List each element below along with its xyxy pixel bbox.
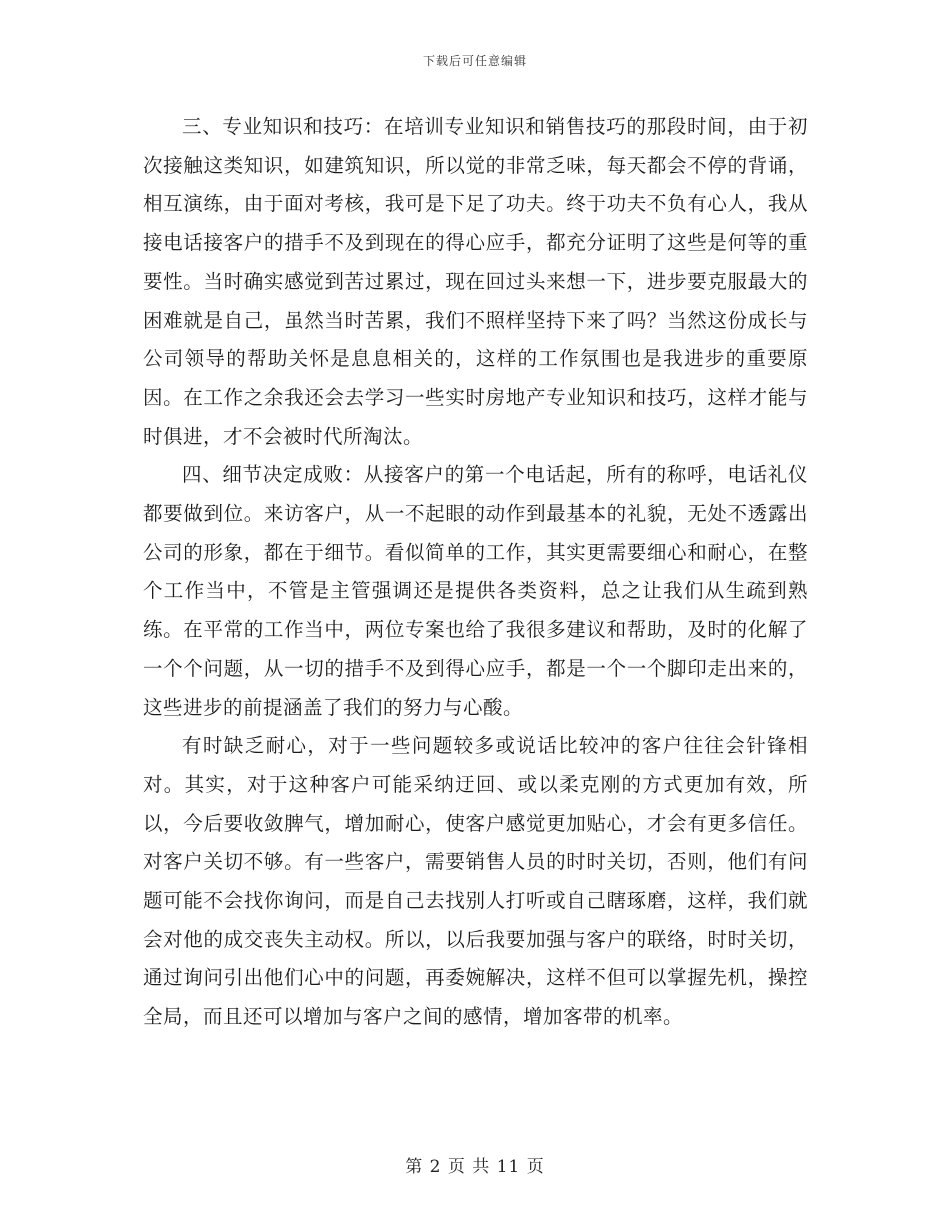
page-number: 第 2 页 共 11 页 xyxy=(405,1157,545,1177)
paragraph-details-matter: 四、细节决定成败：从接客户的第一个电话起，所有的称呼，电话礼仪都要做到位。来访客户，从一不起眼的动作到最基本的礼貌，无处不透露出公司的形象，都在于细节。看似简单的工作，其实更需要细心和耐心，在整个工作当中，不管是主管强调还是提供各类资料，总之让我们从生疏到熟练。在平常的工作当中，两位专案也给了我很多建议和帮助，及时的化解了一个个问题，从一切的措手不及到得心应手，都是一个一个脚印走出来的，这些进步的前提涵盖了我们的努力与心酸。 xyxy=(143,463,808,719)
document-body xyxy=(143,108,808,1037)
paragraph-patience: 有时缺乏耐心，对于一些问题较多或说话比较冲的客户往往会针锋相对。其实，对于这种客户可能采纳迂回、或以柔克刚的方式更加有效，所以，今后要收敛脾气，增加耐心，使客户感觉更加贴心，才会有更多信任。对客户关切不够。有一些客户，需要销售人员的时时关切，否则，他们有问题可能不会找你询问，而是自己去找别人打听或自己瞎琢磨，这样，我们就会对他的成交丧失主动权。所以，以后我要加强与客户的联络，时时关切，通过询问引出他们心中的问题，再委婉解决，这样不但可以掌握先机，操控全局，而且还可以增加与客户之间的感情，增加客带的机率。 xyxy=(143,734,808,1029)
paragraph-professional-knowledge: 三、专业知识和技巧：在培训专业知识和销售技巧的那段时间，由于初次接触这类知识，如建筑知识，所以觉的非常乏味，每天都会不停的背诵，相互演练，由于面对考核，我可是下足了功夫。终于功夫不负有心人，我从接电话接客户的措手不及到现在的得心应手，都充分证明了这些是何等的重要性。当时确实感觉到苦过累过，现在回过头来想一下，进步要克服最大的困难就是自己，虽然当时苦累，我们不照样坚持下来了吗？当然这份成长与公司领导的帮助关怀是息息相关的，这样的工作氛围也是我进步的重要原因。在工作之余我还会去学习一些实时房地产专业知识和技巧，这样才能与时俱进，才不会被时代所淘汰。 xyxy=(143,115,808,448)
page-header: 下载后可任意编辑 xyxy=(422,54,527,68)
